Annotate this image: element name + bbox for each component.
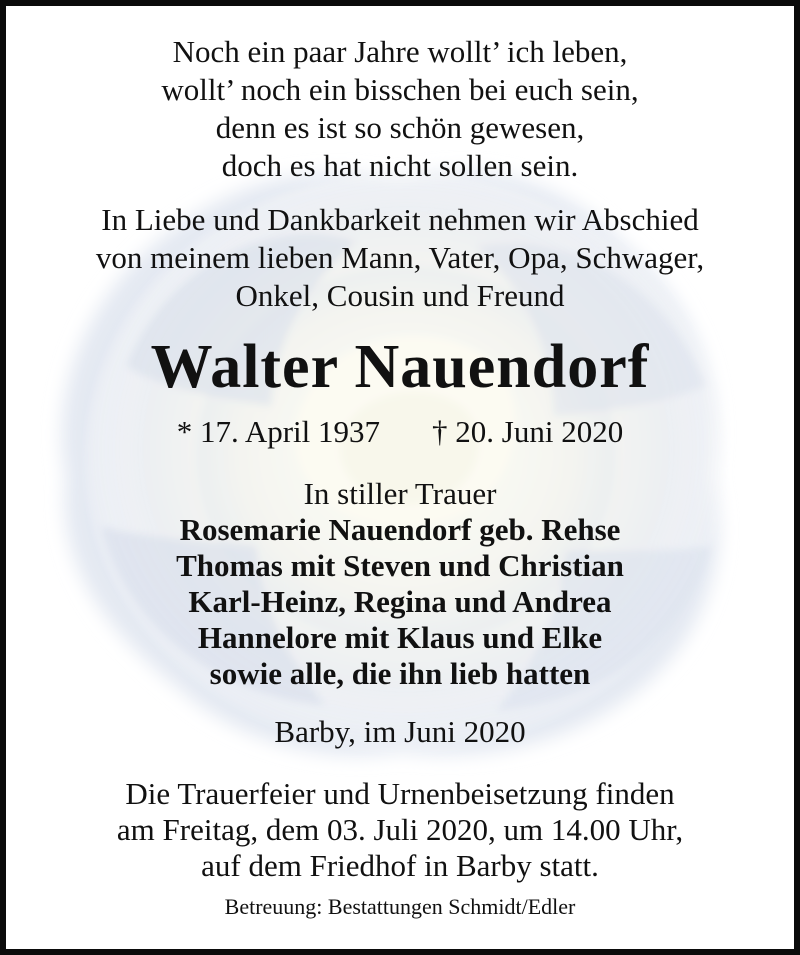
mourner-line: Rosemarie Nauendorf geb. Rehse <box>179 512 621 547</box>
funeral-home-credit: Betreuung: Bestattungen Schmidt/Edler <box>224 894 576 919</box>
mourning-heading: In stiller Trauer <box>303 476 497 511</box>
notice-text <box>6 6 794 949</box>
mourner-line: Karl-Heinz, Regina und Andrea <box>188 584 612 619</box>
mourner-line: sowie alle, die ihn lieb hatten <box>209 656 591 691</box>
deceased-name: Walter Nauendorf <box>150 333 650 401</box>
farewell-line: von meinem lieben Mann, Vater, Opa, Schwager, <box>95 240 705 275</box>
verse-line: doch es hat nicht sollen sein. <box>221 148 579 183</box>
mourner-line: Thomas mit Steven und Christian <box>176 548 624 583</box>
death-date: † 20. Juni 2020 <box>432 414 624 449</box>
farewell-line: In Liebe und Dankbarkeit nehmen wir Abschied <box>101 202 699 237</box>
mourner-line: Hannelore mit Klaus und Elke <box>197 620 603 655</box>
funeral-info-line: Die Trauerfeier und Urnenbeisetzung finden <box>125 776 675 811</box>
farewell-line: Onkel, Cousin und Freund <box>235 278 565 313</box>
life-dates <box>6 414 794 450</box>
funeral-info-line: auf dem Friedhof in Barby statt. <box>201 848 599 883</box>
funeral-info-line: am Freitag, dem 03. Juli 2020, um 14.00 Uhr, <box>116 812 684 847</box>
place-date: Barby, im Juni 2020 <box>274 714 526 749</box>
verse-line: Noch ein paar Jahre wollt’ ich leben, <box>172 34 628 69</box>
birth-date: * 17. April 1937 <box>176 414 381 449</box>
verse-line: denn es ist so schön gewesen, <box>215 110 585 145</box>
verse-line: wollt’ noch ein bisschen bei euch sein, <box>161 72 639 107</box>
